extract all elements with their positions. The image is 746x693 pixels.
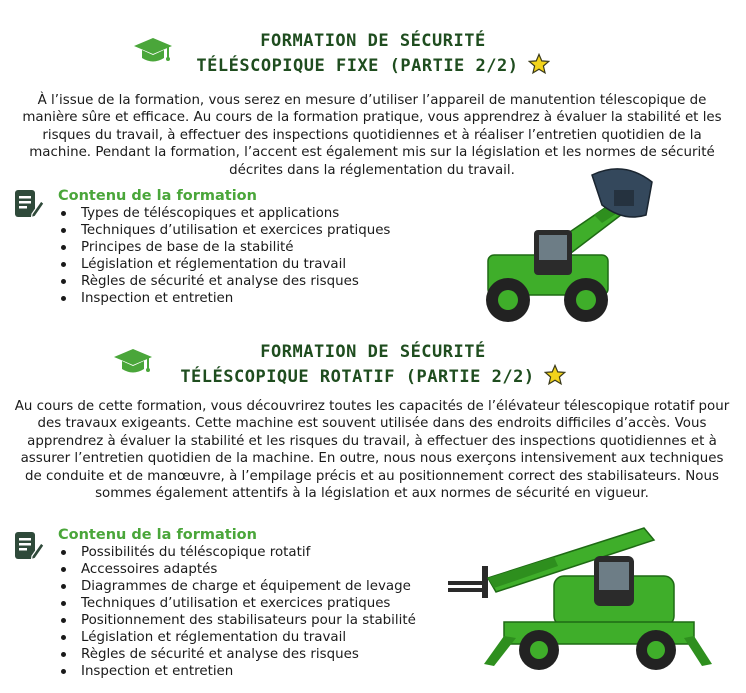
- list-item: Accessoires adaptés: [58, 561, 416, 578]
- intro-paragraph: Au cours de cette formation, vous découvrirez toutes les capacités de l’élévateur télescopique rotatif pour des travaux exigeants. Cette machine est souvent utilisée dans des endroits difficiles d’accès. Vous apprendrez à évaluer la stabilité et les risques du travail, à effectuer des inspections quotidiennes et à assurer l’entretien quotidien de la machine. En outre, nous nous exerçons intensivement aux techniques de conduite et de manœuvre, à l’empilage précis et au positionnement correct des stabilisateurs. Nous sommes également attentifs à la législation et aux normes de sécurité en vigueur.: [14, 399, 730, 502]
- list-item: Législation et réglementation du travail: [58, 629, 416, 646]
- list-item: Règles de sécurité et analyse des risques: [58, 646, 416, 663]
- section-title: [0, 340, 746, 390]
- list-heading: Contenu de la formation: [58, 188, 257, 204]
- title-line-2: TÉLÉSCOPIQUE FIXE (PARTIE 2/2): [0, 53, 746, 79]
- list-item: Possibilités du téléscopique rotatif: [58, 544, 416, 561]
- content-list: [58, 544, 416, 680]
- list-item: Principes de base de la stabilité: [58, 239, 390, 256]
- title-line-1: FORMATION DE SÉCURITÉ: [260, 342, 486, 362]
- list-item: Règles de sécurité et analyse des risques: [58, 273, 390, 290]
- title-line-1: FORMATION DE SÉCURITÉ: [260, 31, 486, 51]
- list-item: Inspection et entretien: [58, 290, 390, 307]
- list-item: Diagrammes de charge et équipement de levage: [58, 578, 416, 595]
- fixed-telehandler-image: [474, 160, 674, 344]
- star-icon: [528, 53, 550, 79]
- title-line-2: TÉLÉSCOPIQUE ROTATIF (PARTIE 2/2): [0, 364, 746, 390]
- list-item: Positionnement des stabilisateurs pour la stabilité: [58, 612, 416, 629]
- list-item: Techniques d’utilisation et exercices pratiques: [58, 595, 416, 612]
- document-edit-icon: [13, 530, 45, 566]
- content-list: [58, 205, 390, 307]
- section-rotating-telehandler: [0, 340, 746, 693]
- graduation-cap-icon: [133, 36, 173, 70]
- list-item: Types de téléscopiques et applications: [58, 205, 390, 222]
- star-icon: [544, 364, 566, 390]
- intro-paragraph: À l’issue de la formation, vous serez en mesure d’utiliser l’appareil de manutention télescopique de manière sûre et efficace. Au cours de la formation pratique, vous apprendrez à évaluer la stabilité et les risques du travail, à effectuer des inspections quotidiennes et à réaliser l’entretien quotidien de la machine. Pendant la formation, l’accent est également mis sur la législation et les normes de sécurité décrites dans la réglementation du travail.: [22, 93, 722, 178]
- list-heading: Contenu de la formation: [58, 527, 257, 543]
- document-edit-icon: [13, 188, 45, 224]
- list-item: Inspection et entretien: [58, 663, 416, 680]
- list-item: Techniques d’utilisation et exercices pratiques: [58, 222, 390, 239]
- section-title: [0, 29, 746, 79]
- rotating-telehandler-image: [444, 526, 714, 680]
- list-item: Législation et réglementation du travail: [58, 256, 390, 273]
- graduation-cap-icon: [113, 347, 153, 381]
- section-fixed-telehandler: [0, 0, 746, 340]
